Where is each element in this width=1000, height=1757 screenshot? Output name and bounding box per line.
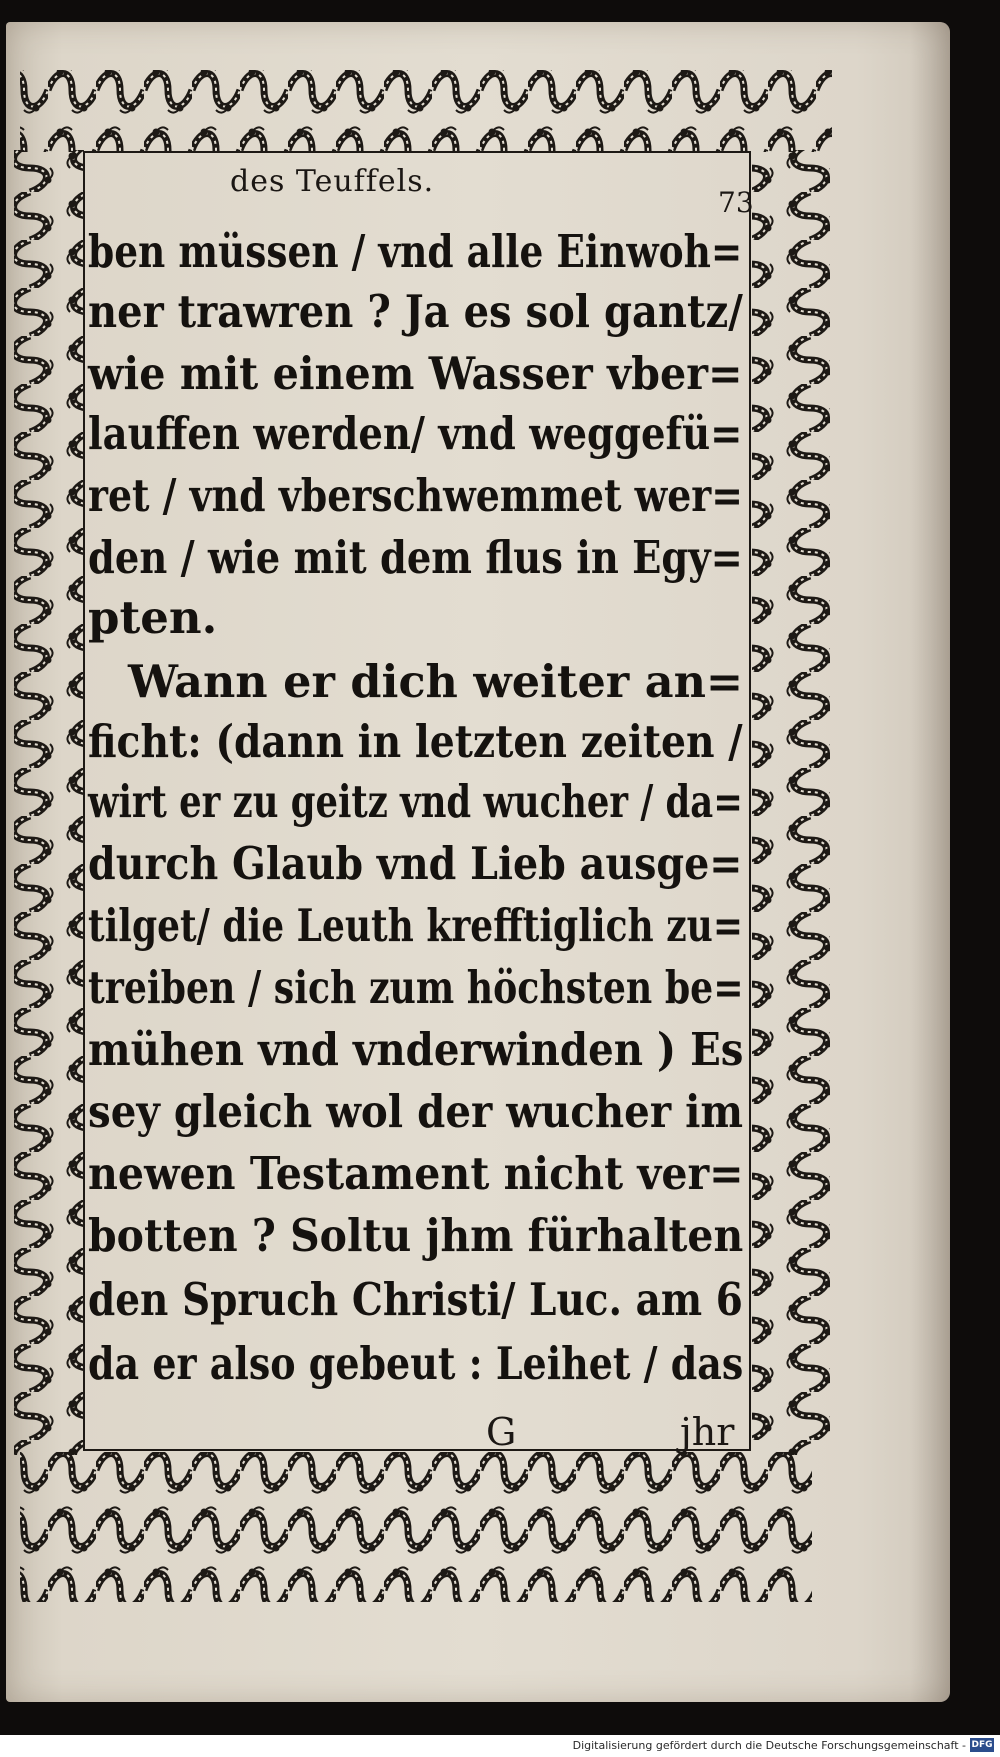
- text-line: lauffen werden/ vnd weggefü=: [88, 407, 743, 460]
- text-line: ner trawren ? Ja es sol gantz/: [88, 285, 743, 338]
- text-line: durch Glaub vnd Lieb ausge=: [88, 837, 743, 890]
- text-line: pten.: [88, 591, 218, 644]
- border-bottom: [20, 1452, 812, 1602]
- border-right: [752, 150, 830, 1455]
- text-line: treiben / sich zum höchsten be=: [88, 961, 744, 1014]
- text-line: wie mit einem Wasser vber=: [88, 347, 743, 400]
- text-line: newen Testament nicht ver=: [88, 1147, 744, 1200]
- text-line: ficht: (dann in letzten zeiten /: [88, 715, 743, 768]
- text-line: den Spruch Christi/ Luc. am 6: [88, 1273, 743, 1326]
- dfg-logo-badge: DFG: [971, 1740, 993, 1750]
- page-number: 73: [718, 186, 754, 219]
- text-line: tilget/ die Leuth krefftiglich zu=: [88, 899, 743, 952]
- text-line: wirt er zu geitz vnd wucher / da=: [88, 775, 743, 828]
- text-line: mühen vnd vnderwinden ) Es: [88, 1023, 744, 1076]
- text-line: botten ? Soltu jhm fürhalten: [88, 1209, 744, 1262]
- signature-mark: G: [486, 1410, 517, 1454]
- text-line: ret / vnd vberschwemmet wer=: [88, 469, 743, 522]
- text-line: den / wie mit dem flus in Egy=: [88, 531, 743, 584]
- text-line: Wann er dich weiter an=: [128, 655, 744, 708]
- border-top: [20, 70, 832, 152]
- text-line: sey gleich wol der wucher im: [88, 1085, 744, 1138]
- digitization-credit: Digitalisierung gefördert durch die Deutsche Forschungsgemeinschaft -: [572, 1739, 966, 1752]
- border-left: [14, 150, 84, 1455]
- catchword: jhr: [680, 1410, 735, 1454]
- running-head: des Teuffels.: [230, 164, 435, 199]
- text-line: da er also gebeut : Leihet / das: [88, 1337, 744, 1390]
- text-line: ben müssen / vnd alle Einwoh=: [88, 225, 743, 278]
